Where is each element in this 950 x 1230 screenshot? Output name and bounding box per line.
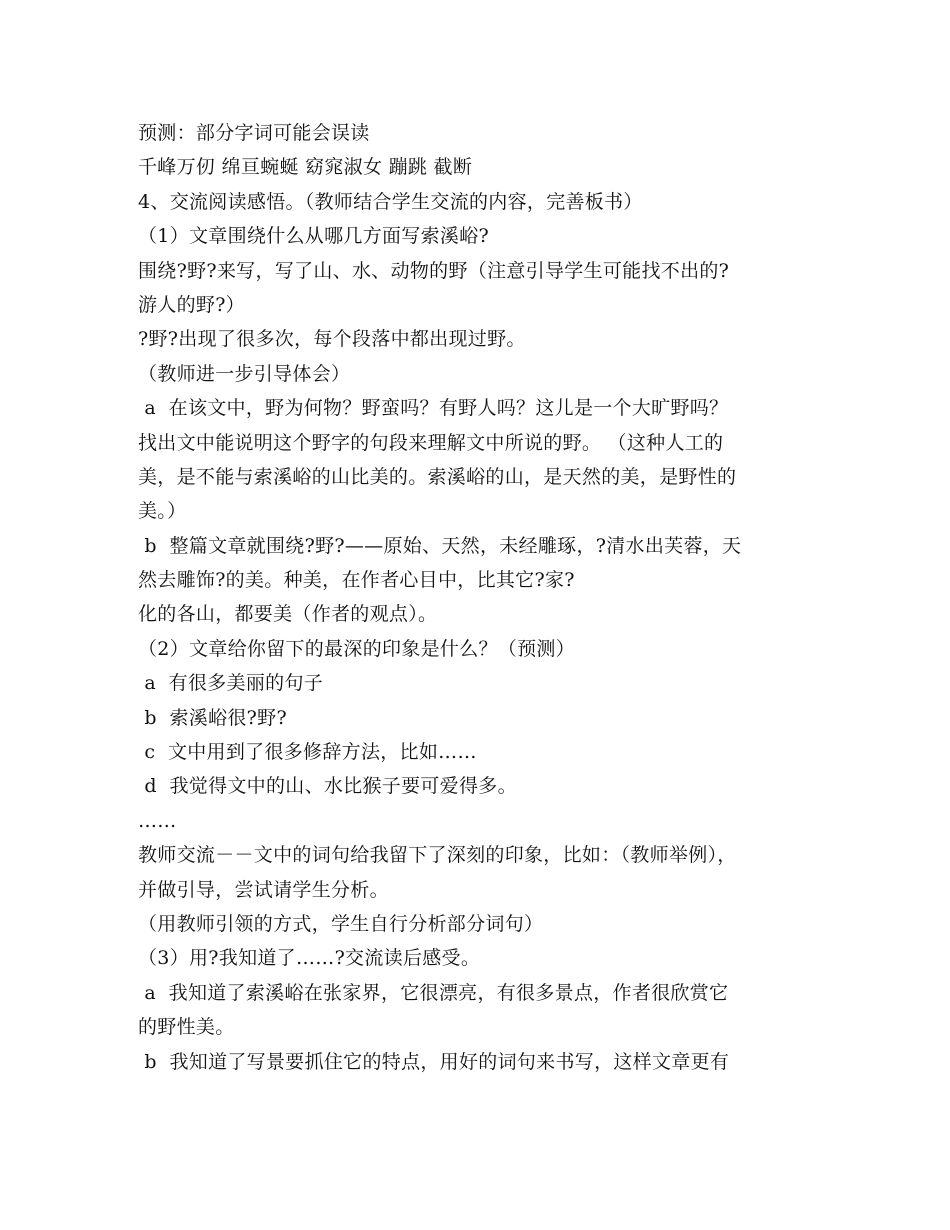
text-line: 美。） [138, 500, 187, 523]
text-line: b 索溪峪很?野? [138, 706, 287, 729]
text-line: （1）文章围绕什么从哪几方面写索溪峪? [138, 225, 489, 248]
text-line: …… [138, 809, 177, 832]
text-line: 找出文中能说明这个野字的句段来理解文中所说的野。 （这种人工的 [138, 431, 724, 454]
text-line: 并做引导，尝试请学生分析。 [138, 878, 389, 901]
text-line: （3）用?我知道了……?交流读后感受。 [138, 947, 481, 970]
text-line: a 有很多美丽的句子 [138, 672, 324, 695]
text-line: a 在该文中，野为何物？野蛮吗？有野人吗？这儿是一个大旷野吗？ [138, 397, 729, 420]
text-line: 千峰万仞 绵亘蜿蜒 窈窕淑女 蹦跳 截断 [138, 156, 473, 179]
text-line: b 整篇文章就围绕?野?——原始、天然，未经雕琢，?清水出芙蓉，天 [138, 534, 742, 557]
text-line: c 文中用到了很多修辞方法，比如…… [138, 741, 477, 764]
text-line: 的野性美。 [138, 1016, 235, 1039]
text-line: （教师进一步引导体会） [138, 362, 351, 385]
text-line: 然去雕饰?的美。种美，在作者心目中，比其它?家? [138, 569, 575, 592]
text-line: 预测：部分字词可能会误读 [138, 122, 370, 144]
text-line: （2）文章给你留下的最深的印象是什么？（预测） [138, 637, 575, 660]
document-body [138, 116, 828, 1079]
text-line: 美，是不能与索溪峪的山比美的。索溪峪的山，是天然的美，是野性的 [138, 465, 737, 488]
text-line: b 我知道了写景要抓住它的特点，用好的词句来书写，这样文章更有 [138, 1050, 730, 1073]
text-line: ?野?出现了很多次，每个段落中都出现过野。 [138, 328, 526, 351]
text-line: a 我知道了索溪峪在张家界，它很漂亮，有很多景点，作者很欣赏它 [138, 981, 729, 1004]
text-line: 教师交流－－文中的词句给我留下了深刻的印象，比如：（教师举例）， [138, 844, 737, 867]
text-line: （用教师引领的方式，学生自行分析部分词句） [138, 912, 544, 935]
text-line: 游人的野?） [138, 293, 245, 316]
text-line: 4、交流阅读感悟。（教师结合学生交流的内容，完善板书） [138, 190, 643, 213]
text-line: 围绕?野?来写，写了山、水、动物的野（注意引导学生可能找不出的? [138, 259, 730, 282]
text-line: d 我觉得文中的山、水比猴子要可爱得多。 [138, 775, 517, 798]
text-line: 化的各山，都要美（作者的观点）。 [138, 603, 438, 626]
